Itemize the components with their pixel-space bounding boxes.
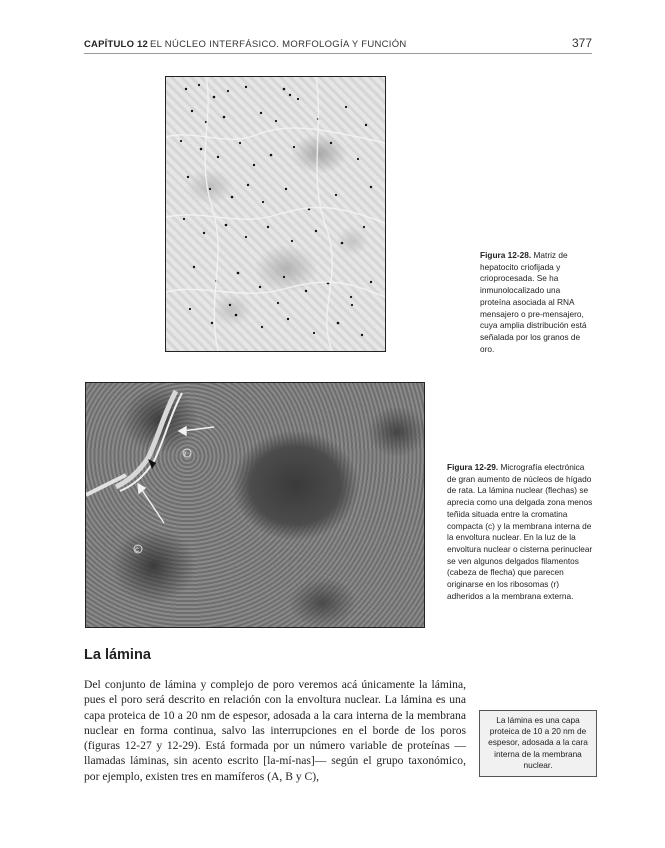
chapter-title: EL NÚCLEO INTERFÁSICO. MORFOLOGÍA Y FUNCIÓN xyxy=(150,39,407,50)
page-number: 377 xyxy=(571,36,592,50)
running-header xyxy=(84,37,592,54)
figure-12-29-caption-text: Micrografía electrónica de gran aumento de núcleos de hígado de rata. La lámina nuclear (flechas) se aprecia como una delgada zona menos teñida situada entre la cromatina compacta (c) y la membrana interna de la envoltura nuclear. En la luz de la envoltura nuclear o cisterna perinuclear se ven algunos delgados filamentos (cabeza de flecha) que parecen originarse en los ribosomas (r) adheridos a la membrana externa. xyxy=(447,462,593,601)
margin-note: La lámina es una capa proteica de 10 a 20 nm de espesor, adosada a la cara interna de la membrana nuclear. xyxy=(479,710,597,777)
figure-12-28-micrograph xyxy=(165,76,386,352)
chromatin-marker: c xyxy=(135,545,139,554)
micrograph-annotations xyxy=(86,383,424,627)
figure-12-29-label: Figura 12-29. xyxy=(447,462,499,472)
figure-12-29-micrograph xyxy=(85,382,425,628)
ribosome-marker: r xyxy=(184,449,187,458)
figure-12-28-caption-text: Matriz de hepatocito criofijada y crioprocesada. Se ha inmunolocalizado una proteína asociada al RNA mensajero o pre-mensajero, cuya amplia distribución está señalada por los granos de oro. xyxy=(480,250,587,354)
figure-12-28-label: Figura 12-28. xyxy=(480,250,532,260)
gold-granules-overlay xyxy=(166,77,385,351)
figure-12-28-caption xyxy=(480,250,590,355)
body-paragraph: Del conjunto de lámina y complejo de poro veremos acá únicamente la lámina, pues el poro será descrito en relación con la envoltura nuclear. La lámina es una capa proteica de 10 a 20 nm de espesor, adosada a la cara interna de la membrana nuclear en forma continua, salvo las interrupciones en el borde de los poros (figuras 12-27 y 12-29). Está formada por un número variable de proteínas —llamadas láminas, sin acento escrito [la-mí-nas]— según el grupo taxonómico, por ejemplo, existen tres en mamíferos (A, B y C), xyxy=(84,678,466,783)
chapter-label: CAPÍTULO 12 xyxy=(84,39,148,50)
figure-12-29-caption xyxy=(447,462,593,602)
section-heading: La lámina xyxy=(84,647,151,663)
